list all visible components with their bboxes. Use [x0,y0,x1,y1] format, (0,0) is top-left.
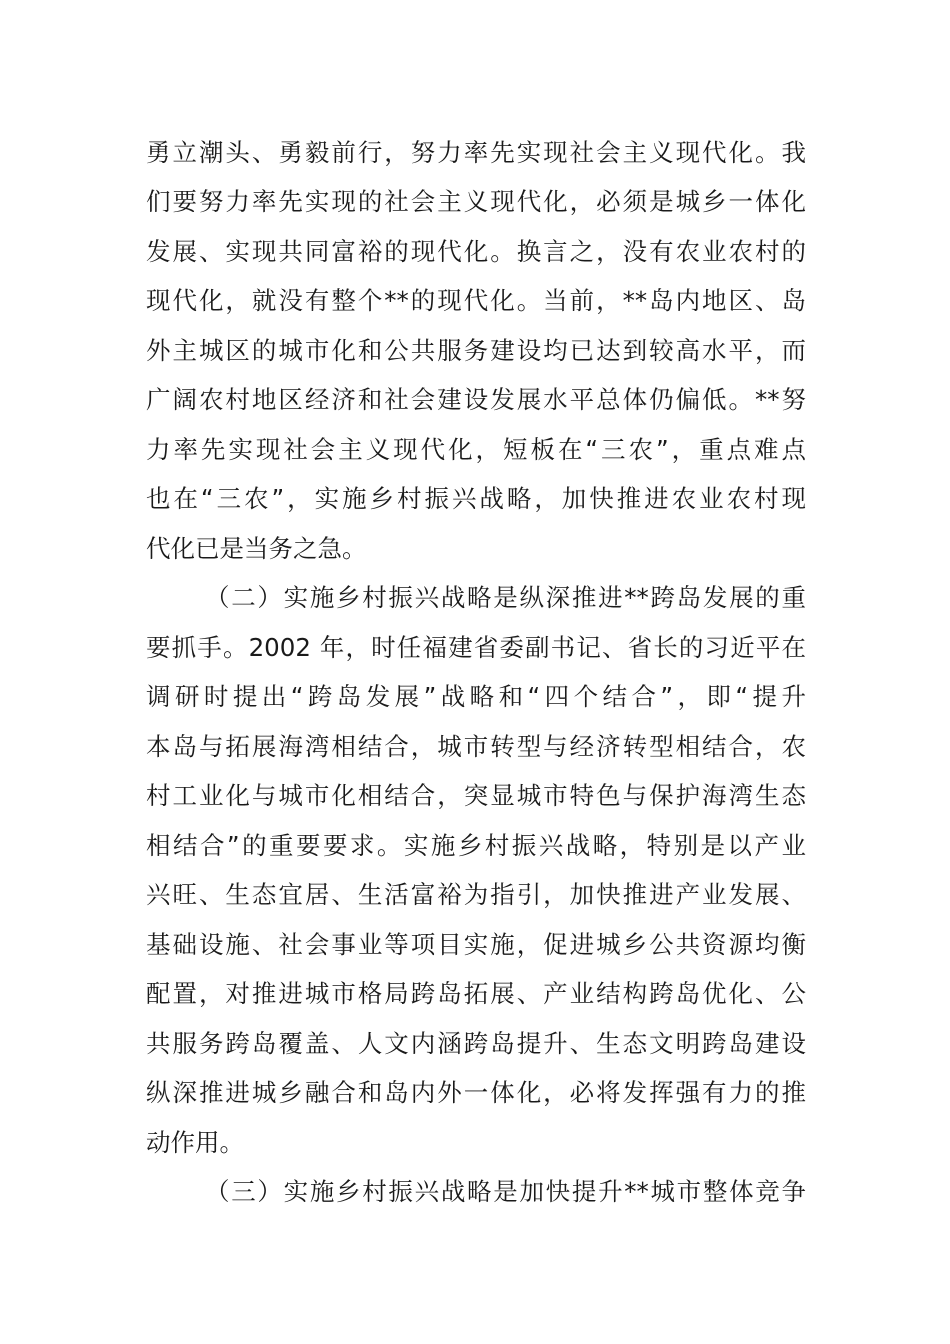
paragraph-line: 本岛与拓展海湾相结合，城市转型与经济转型相结合，农 [146,732,806,761]
section-heading-line: （三）实施乡村振兴战略是加快提升**城市整体竞争 [205,1177,806,1206]
paragraph-line: 村工业化与城市化相结合，突显城市特色与保护海湾生态 [146,781,806,810]
paragraph-line: 也在“三农”，实施乡村振兴战略，加快推进农业农村现 [146,484,806,513]
paragraph-line: 配置，对推进城市格局跨岛拓展、产业结构跨岛优化、公 [146,979,806,1008]
paragraph-line: 力率先实现社会主义现代化，短板在“三农”，重点难点 [146,435,806,464]
paragraph-line: 动作用。 [146,1128,244,1157]
paragraph-line: 外主城区的城市化和公共服务建设均已达到较高水平，而 [146,336,806,365]
paragraph-line: 兴旺、生态宜居、生活富裕为指引，加快推进产业发展、 [146,880,806,909]
paragraph-line: 调研时提出“跨岛发展”战略和“四个结合”，即“提升 [146,682,806,711]
paragraph-line: 纵深推进城乡融合和岛内外一体化，必将发挥强有力的推 [146,1078,806,1107]
paragraph-line: 现代化，就没有整个**的现代化。当前，**岛内地区、岛 [146,286,806,315]
paragraph-line: 要抓手。2002 年，时任福建省委副书记、省长的习近平在 [146,633,806,662]
paragraph-line: 广阔农村地区经济和社会建设发展水平总体仍偏低。**努 [146,385,806,414]
paragraph-line: 基础设施、社会事业等项目实施，促进城乡公共资源均衡 [146,930,806,959]
paragraph-line: 代化已是当务之急。 [146,534,367,563]
paragraph-line: 们要努力率先实现的社会主义现代化，必须是城乡一体化 [146,187,806,216]
paragraph-line: 勇立潮头、勇毅前行，努力率先实现社会主义现代化。我 [146,138,806,167]
paragraph-line: 发展、实现共同富裕的现代化。换言之，没有农业农村的 [146,237,806,266]
paragraph-line: 共服务跨岛覆盖、人文内涵跨岛提升、生态文明跨岛建设 [146,1029,806,1058]
paragraph-line: 相结合”的重要要求。实施乡村振兴战略，特别是以产业 [146,831,806,860]
section-heading-line: （二）实施乡村振兴战略是纵深推进**跨岛发展的重 [205,583,806,612]
